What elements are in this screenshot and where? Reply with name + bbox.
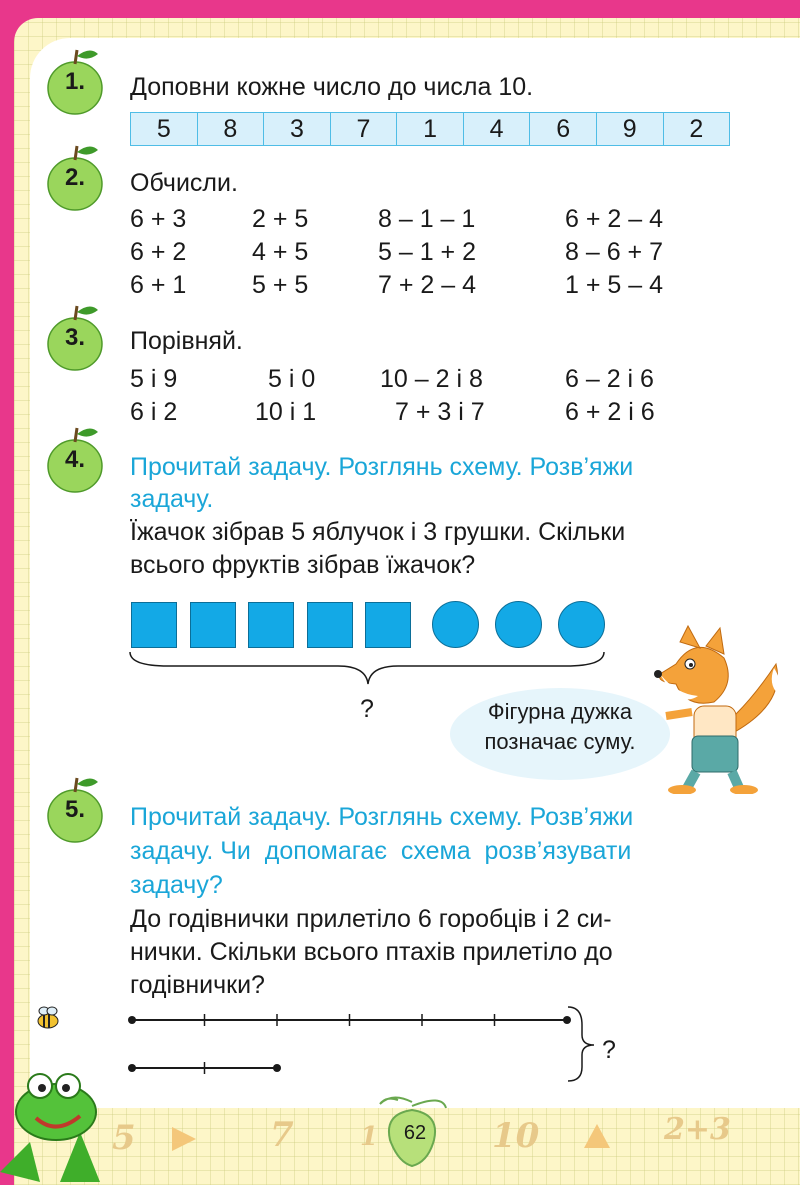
comparison: 5 і 9 <box>130 365 178 393</box>
task-4-instruction-line-2: задачу. <box>130 485 214 513</box>
apple-icon-task-1 <box>46 46 108 118</box>
task-number: 5. <box>64 796 85 823</box>
square-shape <box>131 602 177 648</box>
expression: 8 – 6 + 7 <box>565 238 663 266</box>
speech-bubble-text <box>470 697 650 757</box>
task-5-segment-scheme <box>120 1005 640 1085</box>
fox-mascot-icon <box>636 624 786 794</box>
circle-shape <box>495 601 542 648</box>
expression: 6 + 3 <box>130 205 187 233</box>
segment-endpoint <box>273 1064 281 1072</box>
expression: 7 + 2 – 4 <box>378 271 476 299</box>
square-shape <box>190 602 236 648</box>
task-5-problem-line-1: До годівнички прилетіло 6 горобців і 2 си- <box>130 905 612 933</box>
apple-icon-task-5 <box>46 774 108 846</box>
curly-brace-icon <box>128 650 608 690</box>
deco-number: 7 <box>270 1115 294 1155</box>
expression: 8 – 1 – 1 <box>378 205 476 233</box>
task-5-problem-line-2: нички. Скільки всього птахів прилетіло до <box>130 938 613 966</box>
square-shape <box>248 602 294 648</box>
number-strip-cell: 8 <box>198 113 265 145</box>
task-number: 1. <box>64 68 85 95</box>
triangle-deco-icon <box>582 1122 612 1150</box>
task-5-instruction-line-1: Прочитай задачу. Розглянь схему. Розв’яжи <box>130 803 634 831</box>
comparison: 6 – 2 і 6 <box>565 365 654 393</box>
circle-shape <box>558 601 605 648</box>
number-strip-cell: 4 <box>464 113 531 145</box>
expression: 4 + 5 <box>252 238 309 266</box>
number-strip-cell: 1 <box>397 113 464 145</box>
task-4-problem-line-1: Їжачок зібрав 5 яблучок і 3 грушки. Скільки <box>130 518 626 546</box>
deco-number: 10 <box>492 1116 540 1156</box>
number-strip-cell: 7 <box>331 113 398 145</box>
segment-endpoint <box>128 1016 136 1024</box>
task-1-title: Доповни кожне число до числа 10. <box>130 73 534 101</box>
task-number: 4. <box>64 446 85 473</box>
frog-icon <box>0 1062 110 1185</box>
square-shape <box>365 602 411 648</box>
number-strip-cell: 9 <box>597 113 664 145</box>
task-2-title: Обчисли. <box>130 169 238 197</box>
segment-endpoint <box>128 1064 136 1072</box>
comparison: 7 + 3 і 7 <box>395 398 485 426</box>
bee-icon <box>34 1004 62 1032</box>
task-5-problem-line-3: годівнички? <box>130 971 265 999</box>
expression: 6 + 2 <box>130 238 187 266</box>
number-strip <box>130 112 730 146</box>
task-4-problem-line-2: всього фруктів зібрав їжачок? <box>130 551 476 579</box>
triangle-deco-icon <box>170 1125 198 1153</box>
circle-shape <box>432 601 479 648</box>
task-3-title: Порівняй. <box>130 327 243 355</box>
expression: 6 + 1 <box>130 271 187 299</box>
deco-number: 1 <box>360 1122 379 1152</box>
curly-brace <box>568 1007 594 1081</box>
comparison: 6 + 2 і 6 <box>565 398 655 426</box>
number-strip-cell: 2 <box>689 115 704 143</box>
comparison: 5 і 0 <box>268 365 316 393</box>
expression: 1 + 5 – 4 <box>565 271 663 299</box>
expression: 2 + 5 <box>252 205 309 233</box>
bubble-line-2: позначає суму. <box>484 729 636 754</box>
segment-endpoint <box>563 1016 571 1024</box>
expression: 6 + 2 – 4 <box>565 205 663 233</box>
task-5-instruction-line-2: задачу. Чи допомагає схема розв’язувати <box>130 837 632 865</box>
comparison: 10 – 2 і 8 <box>380 365 483 393</box>
deco-number: 5 <box>112 1118 136 1158</box>
square-shape <box>307 602 353 648</box>
task-4-question-mark: ? <box>360 695 374 723</box>
task-number: 2. <box>64 164 85 191</box>
comparison: 10 і 1 <box>255 398 317 426</box>
task-5-instruction-line-3: задачу? <box>130 871 223 899</box>
expression: 5 + 5 <box>252 271 309 299</box>
apple-icon-task-2 <box>46 142 108 214</box>
apple-icon-task-4 <box>46 424 108 496</box>
task-number: 3. <box>64 324 85 351</box>
page-number: 62 <box>403 1122 427 1144</box>
apple-icon-task-3 <box>46 302 108 374</box>
number-strip-cell: 5 <box>131 113 198 145</box>
task-4-instruction-line-1: Прочитай задачу. Розглянь схему. Розв’яжи <box>130 453 634 481</box>
deco-number: 2+3 <box>664 1112 731 1147</box>
expression: 5 – 1 + 2 <box>378 238 476 266</box>
task-5-question-mark: ? <box>602 1036 616 1064</box>
number-strip-cell: 6 <box>530 113 597 145</box>
comparison: 6 і 2 <box>130 398 178 426</box>
number-strip-cell: 3 <box>264 113 331 145</box>
bubble-line-1: Фігурна дужка <box>487 699 633 724</box>
